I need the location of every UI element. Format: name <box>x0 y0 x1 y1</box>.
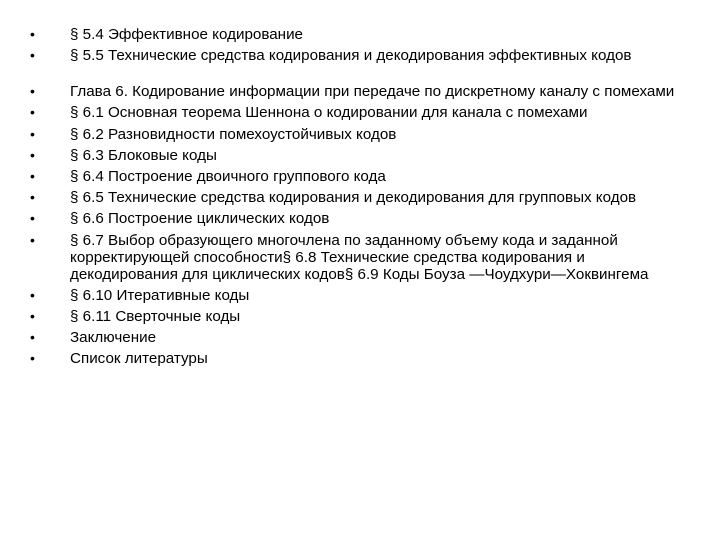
bullet-icon: • <box>30 83 35 100</box>
list-item-text: § 6.1 Основная теорема Шеннона о кодировании для канала с помехами <box>70 104 588 122</box>
list-item <box>26 104 686 121</box>
bullet-icon: • <box>30 210 35 227</box>
list-item-text: § 5.4 Эффективное кодирование <box>70 26 304 43</box>
list-item <box>26 232 686 283</box>
bullet-icon: • <box>30 125 35 142</box>
bullet-icon: • <box>30 104 35 121</box>
table-of-contents-list <box>26 26 686 371</box>
bullet-icon: • <box>30 47 35 64</box>
bullet-icon: • <box>30 286 35 303</box>
bullet-icon: • <box>30 189 35 206</box>
list-item-text: Глава 6. Кодирование информации при передаче по дискретному каналу с помехами <box>70 83 675 101</box>
list-item-text: § 6.4 Построение двоичного группового кода <box>70 167 386 185</box>
list-item-text: Заключение <box>70 329 157 347</box>
list-item <box>26 189 686 206</box>
list-item <box>26 210 686 227</box>
bullet-icon: • <box>30 350 35 367</box>
list-item <box>26 287 686 304</box>
list-item-text: § 6.11 Сверточные коды <box>70 307 241 325</box>
list-item <box>26 126 686 143</box>
list-item-text: Список литературы <box>70 350 208 368</box>
list-item <box>26 350 686 367</box>
list-item-text: § 6.7 Выбор образующего многочлена по заданному объему кода и заданной корректирующей способности§ 6.8 Технические средства кодирования и декодирования для циклических кодов§ 6.9 Коды Боуза —Чоудхури—Хоквингема <box>70 231 649 283</box>
bullet-icon: • <box>30 231 35 248</box>
list-item-text: § 6.2 Разновидности помехоустойчивых кодов <box>70 125 397 143</box>
bullet-icon: • <box>30 167 35 184</box>
bullet-icon: • <box>30 329 35 346</box>
list-item <box>26 168 686 185</box>
bullet-icon: • <box>30 307 35 324</box>
list-item <box>26 83 686 100</box>
bullet-icon: • <box>30 146 35 163</box>
list-item-text: § 6.3 Блоковые коды <box>70 146 217 164</box>
bullet-icon: • <box>30 26 35 42</box>
list-item <box>26 47 686 64</box>
list-item <box>26 308 686 325</box>
list-item <box>26 26 686 43</box>
list-item-text: § 6.10 Итеративные коды <box>70 286 250 304</box>
list-item-text: § 6.5 Технические средства кодирования и декодирования для групповых кодов <box>70 189 637 207</box>
list-item <box>26 147 686 164</box>
list-item-text: § 5.5 Технические средства кодирования и декодирования эффективных кодов <box>70 47 632 65</box>
list-item-text: § 6.6 Построение циклических кодов <box>70 210 330 228</box>
list-item <box>26 329 686 346</box>
